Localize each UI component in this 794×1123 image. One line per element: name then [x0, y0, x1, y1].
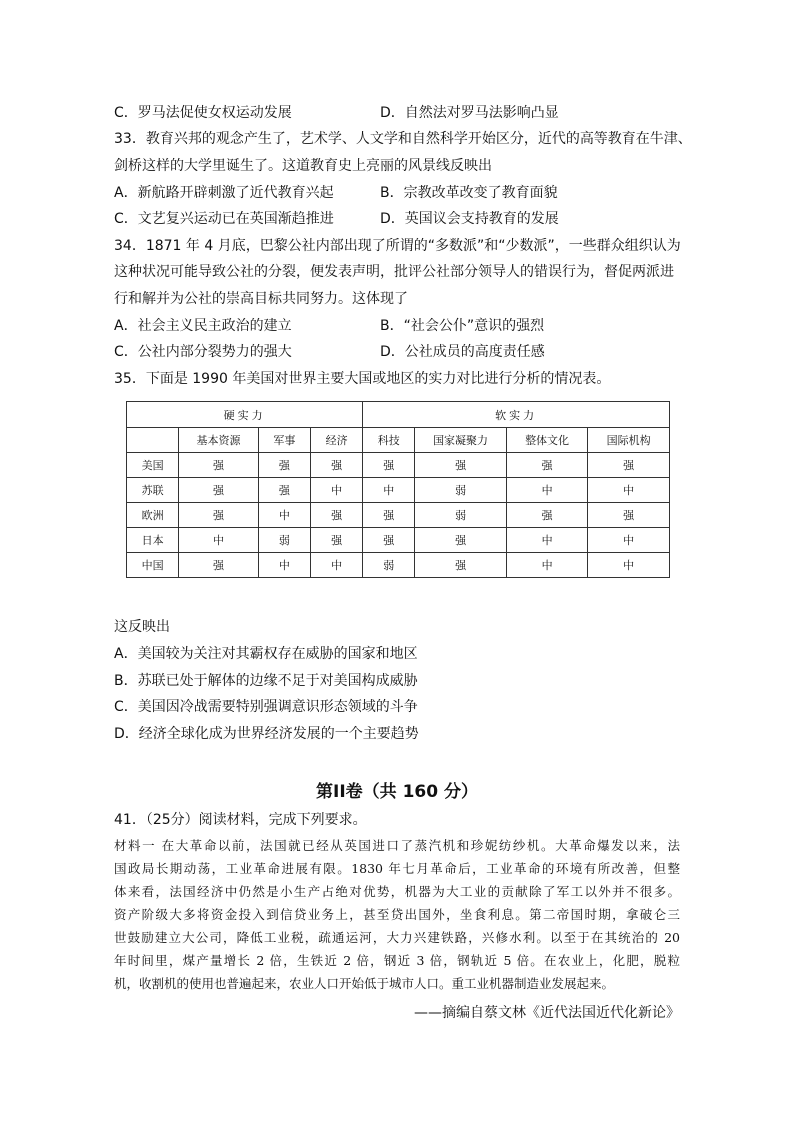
- material-line: 世鼓励建立大公司，降低工业税，疏通运河，大力兴建铁路，兴修水利。以至于在其统治的 20: [114, 930, 680, 945]
- section-title: 第II卷（共 160 分）: [316, 782, 478, 802]
- q41-stem: 41．（25分）阅读材料，完成下列要求。: [114, 812, 367, 828]
- table-cell: 强: [415, 528, 506, 553]
- material-source: ——摘编自蔡文林《近代法国近代化新论》: [414, 1005, 680, 1021]
- q34-option-c: C．公社内部分裂势力的强大: [114, 344, 292, 360]
- column-header: 军事: [258, 428, 310, 453]
- q35-option-d: D．经济全球化成为世界经济发展的一个主要趋势: [114, 726, 419, 742]
- q34-stem-line1: 34．1871 年 4 月底，巴黎公社内部出现了所谓的“多数派”和“少数派”，一些群众组织认为: [114, 238, 681, 254]
- table-cell: 强: [415, 453, 506, 478]
- table-cell: 强: [363, 503, 415, 528]
- table-cell: 弱: [363, 553, 415, 578]
- table-cell: 弱: [258, 528, 310, 553]
- table-row: [127, 453, 670, 478]
- table-cell: 中: [588, 553, 670, 578]
- table-cell: 中: [311, 553, 363, 578]
- column-header: 科技: [363, 428, 415, 453]
- table-cell: 强: [506, 453, 588, 478]
- table-cell: 中: [506, 528, 588, 553]
- q34-stem-line2: 这种状况可能导致公社的分裂，便发表声明，批评公社部分领导人的错误行为，督促两派进: [114, 264, 674, 280]
- row-header: 苏联: [127, 478, 179, 503]
- table-cell: 强: [588, 453, 670, 478]
- q35-lead: 这反映出: [114, 619, 170, 635]
- table-row: [127, 503, 670, 528]
- material-line: 机，收割机的使用也普遍起来，农业人口开始低于城市人口。重工业机器制造业发展起来。: [114, 976, 615, 991]
- table-row: [127, 528, 670, 553]
- column-header: 经济: [311, 428, 363, 453]
- q34-option-d: D．公社成员的高度责任感: [380, 344, 545, 360]
- column-header: 国际机构: [588, 428, 670, 453]
- row-header: 欧洲: [127, 503, 179, 528]
- row-header: 中国: [127, 553, 179, 578]
- table-cell: 强: [415, 553, 506, 578]
- q33-option-b: B．宗教改革改变了教育面貌: [380, 185, 558, 201]
- table-cell: 强: [363, 453, 415, 478]
- material-line: 资产阶级大多将资金投入到信贷业务上，甚至贷出国外，坐食利息。第二帝国时期，拿破仑三: [114, 907, 680, 922]
- table-cell: 强: [179, 478, 259, 503]
- q34-stem-line3: 行和解并为公社的崇高目标共同努力。这体现了: [114, 291, 408, 307]
- table-cell: 中: [506, 553, 588, 578]
- table-cell: 弱: [415, 478, 506, 503]
- table-cell: 强: [258, 453, 310, 478]
- table-cell: 中: [588, 528, 670, 553]
- material-line: 体来看，法国经济中仍然是小生产占绝对优势，机器为大工业的贡献除了军工以外并不很多。: [114, 884, 680, 899]
- table-cell: 强: [179, 553, 259, 578]
- row-header-corner: [127, 428, 179, 453]
- group-header-soft-power: 软实力: [363, 402, 670, 428]
- table-row: [127, 478, 670, 503]
- row-header: 日本: [127, 528, 179, 553]
- q33-option-a: A．新航路开辟刺激了近代教育兴起: [114, 185, 334, 201]
- q33-option-d: D．英国议会支持教育的发展: [380, 211, 559, 227]
- q33-option-c: C．文艺复兴运动已在英国渐趋推进: [114, 211, 334, 227]
- q33-stem-line1: 33．教育兴邦的观念产生了，艺术学、人文学和自然科学开始区分，近代的高等教育在牛津、: [114, 131, 692, 147]
- power-comparison-table: [126, 401, 670, 578]
- table-cell: 强: [588, 503, 670, 528]
- q32-option-d: D．自然法对罗马法影响凸显: [380, 105, 559, 121]
- table-cell: 中: [258, 553, 310, 578]
- q33-stem-line2: 剑桥这样的大学里诞生了。这道教育史上亮丽的风景线反映出: [114, 158, 492, 174]
- table-cell: 强: [311, 528, 363, 553]
- q34-option-a: A．社会主义民主政治的建立: [114, 318, 292, 334]
- table-cell: 中: [588, 478, 670, 503]
- table-cell: 强: [179, 503, 259, 528]
- table-cell: 强: [311, 503, 363, 528]
- table-cell: 中: [179, 528, 259, 553]
- table-cell: 强: [363, 528, 415, 553]
- column-header: 整体文化: [506, 428, 588, 453]
- material-line: 年时间里，煤产量增长 2 倍，生铁近 2 倍，钢近 3 倍，钢轨近 5 倍。在农业上，化肥，脱粒: [114, 953, 680, 968]
- q41-material: [114, 834, 680, 995]
- q34-option-b: B．“社会公仆”意识的强烈: [380, 318, 545, 334]
- material-line: 材料一 在大革命以前，法国就已经从英国进口了蒸汽机和珍妮纺纱机。大革命爆发以来，法: [114, 838, 680, 853]
- table-cell: 强: [311, 453, 363, 478]
- table-cell: 中: [258, 503, 310, 528]
- column-header: 国家凝聚力: [415, 428, 506, 453]
- row-header: 美国: [127, 453, 179, 478]
- table-group-header-row: [127, 402, 670, 428]
- q35-option-c: C．美国因冷战需要特别强调意识形态领域的斗争: [114, 699, 418, 715]
- table-column-header-row: [127, 428, 670, 453]
- table-cell: 中: [311, 478, 363, 503]
- table-cell: 中: [363, 478, 415, 503]
- table-cell: 强: [179, 453, 259, 478]
- table-cell: 中: [506, 478, 588, 503]
- q35-option-a: A．美国较为关注对其霸权存在威胁的国家和地区: [114, 646, 418, 662]
- table-cell: 弱: [415, 503, 506, 528]
- material-line: 国政局长期动荡，工业革命进展有限。1830 年七月革命后，工业革命的环境有所改善，但整: [114, 861, 680, 876]
- table-cell: 强: [506, 503, 588, 528]
- table-cell: 强: [258, 478, 310, 503]
- q35-option-b: B．苏联已处于解体的边缘不足于对美国构成威胁: [114, 673, 418, 689]
- q32-option-c: C．罗马法促使女权运动发展: [114, 105, 292, 121]
- table-row: [127, 553, 670, 578]
- q35-stem: 35．下面是 1990 年美国对世界主要大国或地区的实力对比进行分析的情况表。: [114, 371, 611, 387]
- column-header: 基本资源: [179, 428, 259, 453]
- group-header-hard-power: 硬实力: [127, 402, 363, 428]
